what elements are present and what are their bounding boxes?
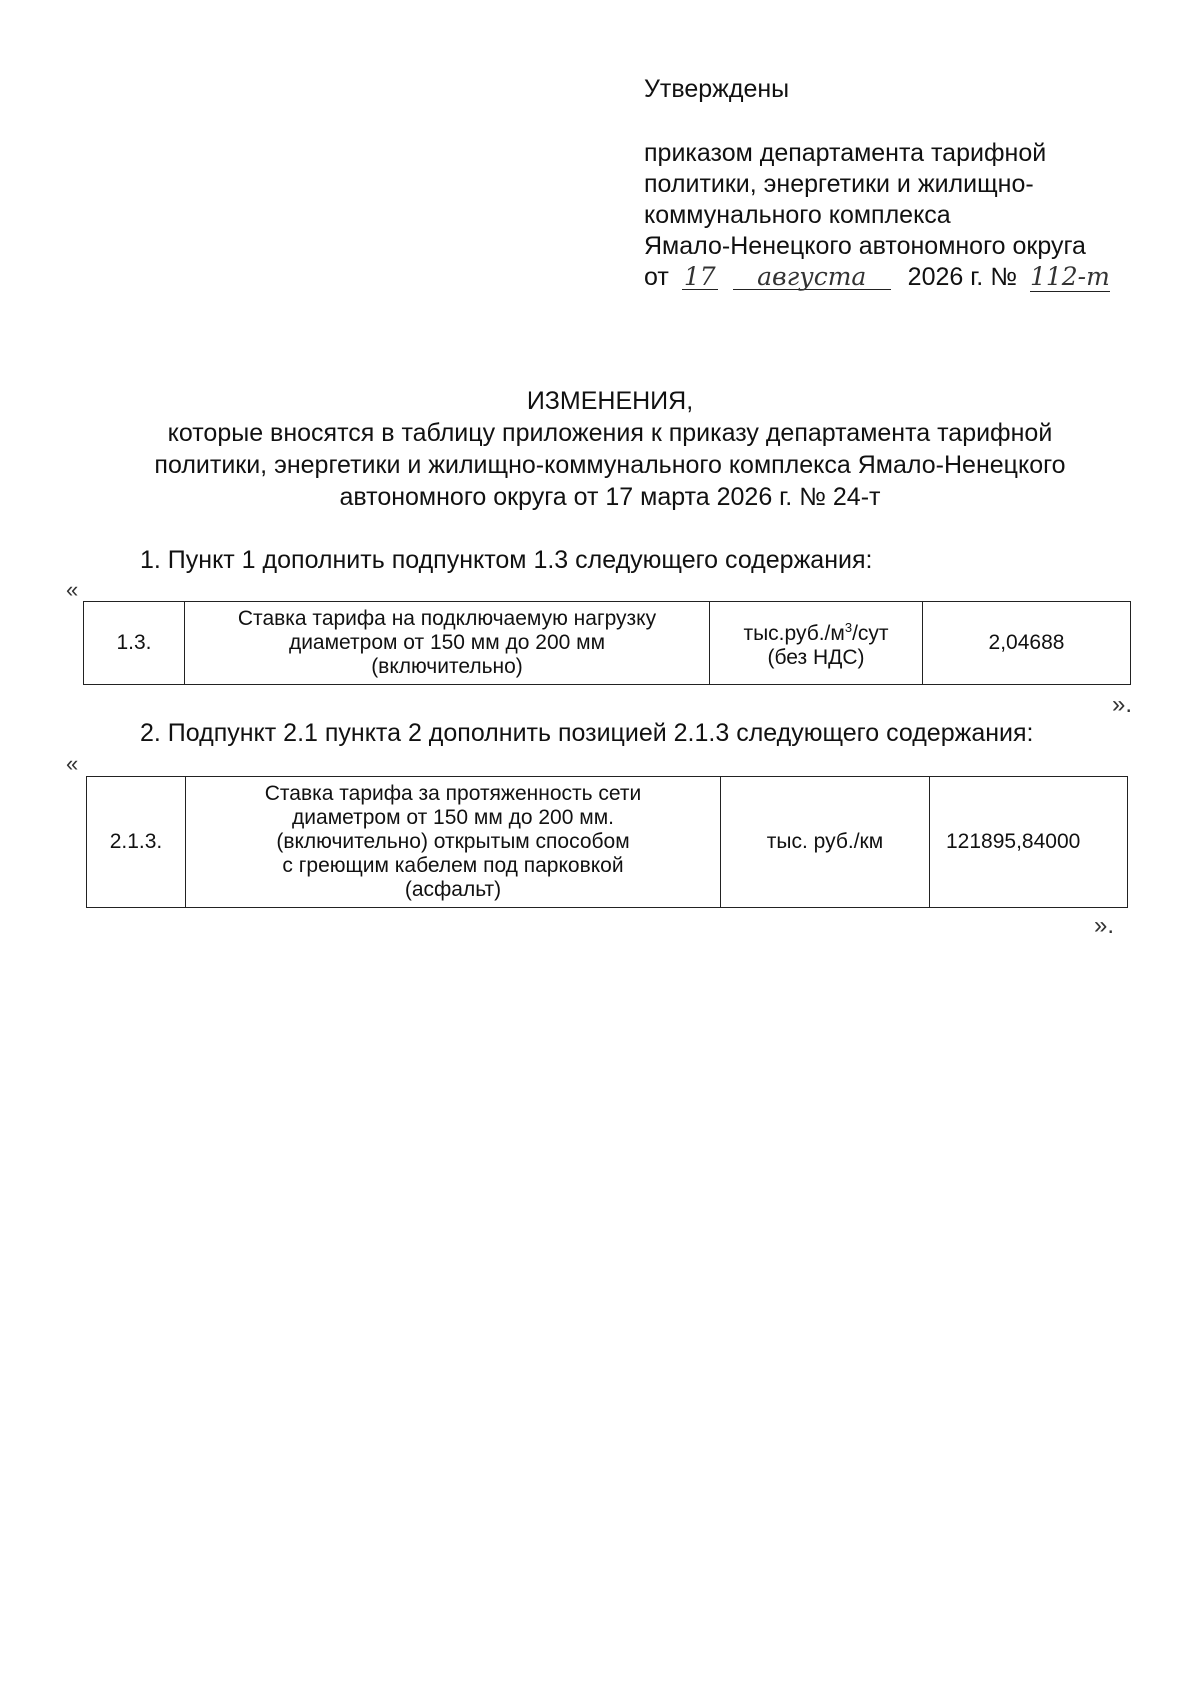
row-name-line: Ставка тарифа за протяженность сети bbox=[264, 782, 642, 805]
heading-line: автономного округа от 17 марта 2026 г. № 24-т bbox=[339, 483, 881, 511]
row-number: 1.3. bbox=[84, 602, 185, 685]
row-name-line: диаметром от 150 мм до 200 мм. bbox=[292, 806, 614, 829]
approval-line: коммунального комплекса bbox=[644, 201, 951, 229]
unit-tail: /сут bbox=[852, 622, 889, 645]
order-number: 112-т bbox=[1029, 262, 1110, 291]
approval-line: политики, энергетики и жилищно- bbox=[644, 170, 1034, 198]
row-name-line: (асфальт) bbox=[404, 878, 502, 901]
tariff-table bbox=[83, 601, 1131, 685]
approval-line: приказом департамента тарифной bbox=[644, 139, 1047, 167]
open-quote: « bbox=[66, 577, 79, 602]
approval-line: Ямало-Ненецкого автономного округа bbox=[644, 232, 1086, 260]
row-name-line: (включительно) открытым способом bbox=[276, 830, 630, 853]
item-paragraph: 1. Пункт 1 дополнить подпунктом 1.3 следующего содержания: bbox=[140, 546, 873, 574]
row-unit-line bbox=[716, 616, 916, 646]
row-name bbox=[185, 602, 710, 685]
row-name-line: (включительно) bbox=[371, 655, 523, 678]
row-name-line: диаметром от 150 мм до 200 мм bbox=[288, 631, 606, 654]
table-row bbox=[84, 602, 1131, 685]
row-name bbox=[186, 777, 721, 908]
tariff-table bbox=[86, 776, 1128, 908]
close-quote: ». bbox=[1112, 691, 1133, 718]
row-value: 121895,84000 bbox=[930, 777, 1128, 908]
document-heading bbox=[60, 385, 1160, 513]
row-unit bbox=[710, 602, 923, 685]
handwritten-number bbox=[1029, 262, 1110, 291]
row-unit: тыс. руб./км bbox=[721, 777, 930, 908]
approved-label: Утверждены bbox=[644, 75, 790, 103]
row-value: 2,04688 bbox=[923, 602, 1131, 685]
heading-title: ИЗМЕНЕНИЯ, bbox=[526, 387, 694, 415]
date-prefix: от bbox=[644, 263, 669, 291]
row-number: 2.1.3. bbox=[87, 777, 186, 908]
date-year: 2026 г. № bbox=[907, 263, 1018, 291]
heading-line: политики, энергетики и жилищно-коммунального комплекса Ямало-Ненецкого bbox=[154, 451, 1066, 479]
open-quote: « bbox=[66, 751, 79, 776]
row-name-line: с греющим кабелем под парковкой bbox=[282, 854, 624, 877]
item-paragraph: 2. Подпункт 2.1 пункта 2 дополнить позицией 2.1.3 следующего содержания: bbox=[140, 719, 1034, 747]
row-unit-line: (без НДС) bbox=[767, 646, 865, 669]
approval-block bbox=[644, 74, 1184, 293]
unit-superscript: 3 bbox=[844, 620, 853, 635]
heading-line: которые вносятся в таблицу приложения к приказу департамента тарифной bbox=[167, 419, 1053, 447]
handwritten-day: 17 bbox=[682, 265, 718, 290]
close-quote: ». bbox=[1094, 912, 1115, 939]
unit-main: тыс.руб./м bbox=[743, 622, 845, 645]
handwritten-month: августа bbox=[733, 265, 891, 290]
approval-date-line bbox=[644, 262, 1184, 293]
table-row bbox=[87, 777, 1128, 908]
row-name-line: Ставка тарифа на подключаемую нагрузку bbox=[237, 607, 657, 630]
